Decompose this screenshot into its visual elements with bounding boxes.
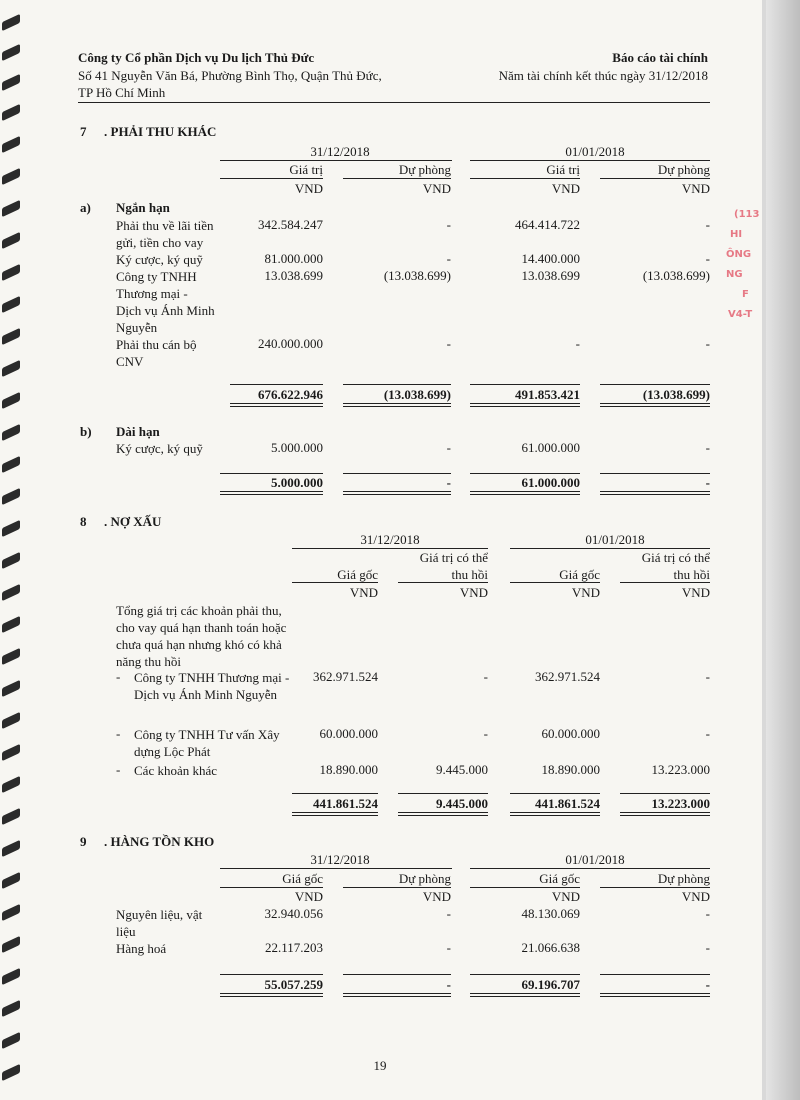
s7-double-rule	[220, 491, 323, 495]
s7-b-marker: b)	[80, 424, 92, 439]
s7-a-title: Ngắn hạn	[116, 200, 170, 215]
unit-vnd: VND	[681, 181, 710, 196]
s7-col-provision: Dự phòng	[657, 162, 710, 177]
s9-row-c2: 48.130.069	[521, 906, 580, 921]
s7-a-row-p1: -	[446, 336, 451, 351]
s7-double-rule	[470, 491, 580, 495]
section7-title: . PHẢI THU KHÁC	[104, 124, 217, 139]
s7-a-row-label: Phải thu về lãi tiền gửi, tiền cho vay	[116, 218, 214, 250]
unit-vnd: VND	[349, 585, 378, 600]
s8-col-recoverable: thu hồi	[673, 567, 710, 582]
s8-total-r1: 9.445.000	[436, 796, 488, 811]
s8-col-recoverable: Giá trị có thể	[641, 550, 710, 565]
s7-a-row-p1: (13.038.699)	[383, 268, 451, 283]
s9-rule	[343, 974, 451, 975]
s7-a-row-p2: -	[705, 336, 710, 351]
unit-vnd: VND	[551, 181, 580, 196]
s7-rule	[230, 384, 323, 385]
s8-rule	[620, 582, 710, 583]
unit-vnd: VND	[294, 889, 323, 904]
s9-rule	[220, 974, 323, 975]
s8-col-cost: Giá gốc	[337, 567, 378, 582]
s7-a-row-v2: -	[575, 336, 580, 351]
s7-a-row-v2: 14.400.000	[521, 251, 580, 266]
s7-col-provision: Dự phòng	[398, 162, 451, 177]
s8-row-c2: 18.890.000	[541, 762, 600, 777]
s8-row-r1: 9.445.000	[436, 762, 488, 777]
s7-a-row-v1: 81.000.000	[264, 251, 323, 266]
section9-title: . HÀNG TỒN KHO	[104, 834, 215, 849]
s8-period2: 01/01/2018	[585, 532, 645, 547]
s7-double-rule	[600, 403, 710, 407]
s7-a-total-v2: 491.853.421	[515, 387, 580, 402]
s7-period2: 01/01/2018	[565, 144, 625, 159]
s9-row-label: Hàng hoá	[116, 941, 167, 956]
unit-vnd: VND	[681, 889, 710, 904]
s7-b-row-v2: 61.000.000	[521, 440, 580, 455]
s9-double-rule	[470, 993, 580, 997]
s9-total-c1: 55.057.259	[264, 977, 323, 992]
report-title: Báo cáo tài chính	[612, 50, 708, 65]
s8-double-rule	[398, 812, 488, 816]
s7-a-row-v1: 240.000.000	[258, 336, 323, 351]
s8-rule	[510, 582, 600, 583]
s7-col-value: Giá trị	[289, 162, 323, 177]
s9-col-provision: Dự phòng	[398, 871, 451, 886]
s9-rule	[470, 974, 580, 975]
unit-vnd: VND	[294, 181, 323, 196]
s8-total-c2: 441.861.524	[535, 796, 600, 811]
s7-a-row-v2: 13.038.699	[521, 268, 580, 283]
s7-col-value: Giá trị	[546, 162, 580, 177]
s9-period1: 31/12/2018	[310, 852, 370, 867]
s8-row-r1: -	[483, 726, 488, 741]
s7-b-row-p2: -	[705, 440, 710, 455]
s8-row-r2: 13.223.000	[651, 762, 710, 777]
s7-b-row-label: Ký cược, ký quỹ	[116, 441, 203, 456]
s8-period1: 31/12/2018	[360, 532, 420, 547]
s7-a-row-label: Công ty TNHH Thương mại - Dịch vụ Ánh Minh Nguyễn	[116, 269, 215, 335]
s7-b-total-v2: 61.000.000	[521, 475, 580, 490]
s8-row-r2: -	[705, 726, 710, 741]
s7-a-row-label: Ký cược, ký quỹ	[116, 252, 203, 267]
s8-total-r2: 13.223.000	[651, 796, 710, 811]
s8-row-c2: 362.971.524	[535, 669, 600, 684]
bullet-dash: -	[116, 726, 121, 741]
s8-row-label: Các khoản khác	[134, 763, 218, 778]
s7-a-row-label: Phải thu cán bộ CNV	[116, 337, 197, 369]
s7-rule	[600, 473, 710, 474]
unit-vnd: VND	[681, 585, 710, 600]
s8-row-c1: 60.000.000	[319, 726, 378, 741]
s8-col-recoverable: thu hồi	[451, 567, 488, 582]
s8-row-c1: 18.890.000	[319, 762, 378, 777]
s8-row-label: Công ty TNHH Tư vấn Xây dựng Lộc Phát	[134, 727, 280, 759]
s7-a-total-p2: (13.038.699)	[642, 387, 710, 402]
s7-b-row-v1: 5.000.000	[271, 440, 323, 455]
unit-vnd: VND	[551, 889, 580, 904]
s8-col-recoverable: Giá trị có thể	[419, 550, 488, 565]
s9-col-provision: Dự phòng	[657, 871, 710, 886]
s8-double-rule	[292, 812, 378, 816]
section9-number: 9	[80, 834, 87, 849]
s7-rule	[343, 473, 451, 474]
s9-rule	[220, 887, 323, 888]
s9-total-p1: -	[446, 977, 451, 992]
s7-rule	[600, 384, 710, 385]
company-address-line1: Số 41 Nguyễn Văn Bá, Phường Bình Thọ, Quận Thủ Đức,	[78, 68, 382, 83]
s7-double-rule	[230, 403, 323, 407]
s7-a-row-p2: (13.038.699)	[642, 268, 710, 283]
s7-a-row-p2: -	[705, 217, 710, 232]
s8-col-cost: Giá gốc	[559, 567, 600, 582]
s7-rule	[470, 178, 580, 179]
s7-a-marker: a)	[80, 200, 91, 215]
section8-number: 8	[80, 514, 87, 529]
s9-double-rule	[600, 993, 710, 997]
s9-total-p2: -	[705, 977, 710, 992]
s8-rule	[398, 582, 488, 583]
company-name: Công ty Cổ phần Dịch vụ Du lịch Thủ Đức	[78, 50, 315, 65]
s9-row-c1: 32.940.056	[264, 906, 323, 921]
company-address-line2: TP Hồ Chí Minh	[78, 85, 166, 100]
s8-row-r2: -	[705, 669, 710, 684]
s7-a-total-v1: 676.622.946	[258, 387, 323, 402]
s8-row-c1: 362.971.524	[313, 669, 378, 684]
s9-rule	[470, 887, 580, 888]
s8-rule	[620, 793, 710, 794]
spiral-binding	[0, 0, 24, 1100]
s8-row-r1: -	[483, 669, 488, 684]
s8-double-rule	[510, 812, 600, 816]
s9-rule	[600, 974, 710, 975]
s9-row-c1: 22.117.203	[264, 940, 323, 955]
s8-rule	[292, 793, 378, 794]
s7-a-row-v1: 342.584.247	[258, 217, 323, 232]
s9-total-c2: 69.196.707	[521, 977, 580, 992]
s8-total-c1: 441.861.524	[313, 796, 378, 811]
s7-rule	[470, 160, 710, 161]
unit-vnd: VND	[571, 585, 600, 600]
s8-double-rule	[620, 812, 710, 816]
s7-rule	[470, 473, 580, 474]
s7-rule	[343, 178, 451, 179]
s9-double-rule	[343, 993, 451, 997]
s9-col-cost: Giá gốc	[539, 871, 580, 886]
s9-row-p1: -	[446, 906, 451, 921]
s7-rule	[343, 384, 451, 385]
s7-double-rule	[600, 491, 710, 495]
s8-rule	[292, 582, 378, 583]
s8-rule	[510, 548, 710, 549]
s9-row-c2: 21.066.638	[521, 940, 580, 955]
s9-double-rule	[220, 993, 323, 997]
section8-title: . NỢ XẤU	[104, 514, 162, 529]
s7-b-total-p1: -	[446, 475, 451, 490]
unit-vnd: VND	[459, 585, 488, 600]
s9-col-cost: Giá gốc	[282, 871, 323, 886]
s9-rule	[470, 868, 710, 869]
s7-a-row-p1: -	[446, 217, 451, 232]
s7-double-rule	[343, 491, 451, 495]
s8-rule	[398, 793, 488, 794]
s9-rule	[220, 868, 452, 869]
bullet-dash: -	[116, 762, 121, 777]
s9-row-p2: -	[705, 906, 710, 921]
s9-row-p2: -	[705, 940, 710, 955]
s7-a-row-p1: -	[446, 251, 451, 266]
s7-b-title: Dài hạn	[116, 424, 160, 439]
s7-rule	[220, 473, 323, 474]
section7-number: 7	[80, 124, 87, 139]
s7-rule	[220, 160, 452, 161]
s8-rule	[292, 548, 488, 549]
s7-rule	[470, 384, 580, 385]
s7-period1: 31/12/2018	[310, 144, 370, 159]
s9-rule	[600, 887, 710, 888]
s7-a-row-p2: -	[705, 251, 710, 266]
header-rule	[78, 102, 710, 103]
s7-rule	[220, 178, 323, 179]
s8-row-label: Công ty TNHH Thương mại - Dịch vụ Ánh Minh Nguyễn	[134, 670, 290, 702]
s8-rule	[510, 793, 600, 794]
s7-a-row-v1: 13.038.699	[264, 268, 323, 283]
s7-double-rule	[470, 403, 580, 407]
stamp-fragment: (113 HI ÔNG NG F V4-T	[726, 209, 760, 320]
s9-row-p1: -	[446, 940, 451, 955]
s7-rule	[600, 178, 710, 179]
page-edge	[766, 0, 800, 1100]
s7-double-rule	[343, 403, 451, 407]
s8-row-c2: 60.000.000	[541, 726, 600, 741]
bullet-dash: -	[116, 669, 121, 684]
s9-rule	[343, 887, 451, 888]
s7-a-row-v2: 464.414.722	[515, 217, 580, 232]
report-period: Năm tài chính kết thúc ngày 31/12/2018	[498, 68, 708, 83]
unit-vnd: VND	[422, 181, 451, 196]
s7-b-row-p1: -	[446, 440, 451, 455]
s7-b-total-p2: -	[705, 475, 710, 490]
s9-row-label: Nguyên liệu, vật liệu	[116, 907, 203, 939]
s8-intro: Tổng giá trị các khoản phải thu, cho vay quá hạn thanh toán hoặc chưa quá hạn nhưng khó có khả năng thu hồi	[116, 603, 287, 669]
s7-a-total-p1: (13.038.699)	[383, 387, 451, 402]
s7-b-total-v1: 5.000.000	[271, 475, 323, 490]
page-number: 19	[373, 1058, 387, 1073]
unit-vnd: VND	[422, 889, 451, 904]
s9-period2: 01/01/2018	[565, 852, 625, 867]
